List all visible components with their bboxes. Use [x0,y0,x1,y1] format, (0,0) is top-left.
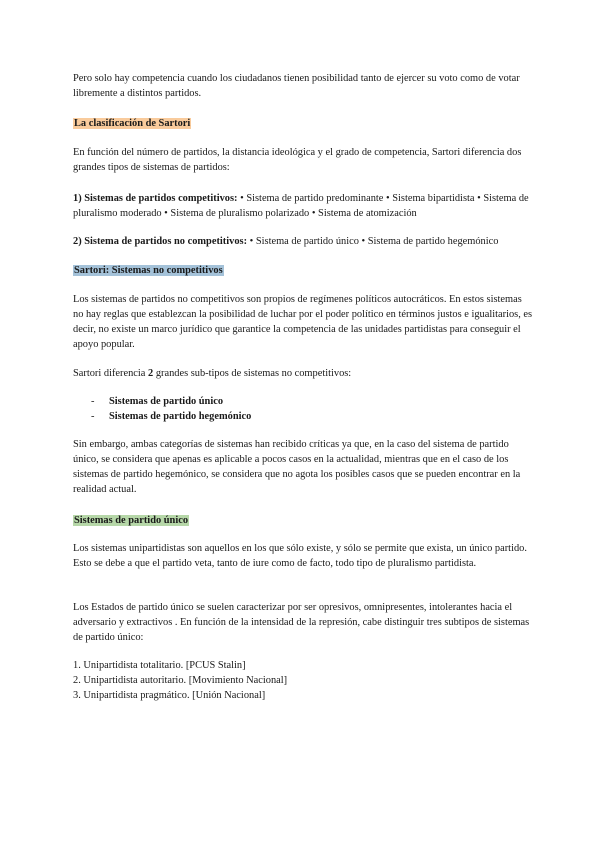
paragraph-tipos-sistemas: En función del número de partidos, la distancia ideológica y el grado de competencia, Sartori diferencia dos grandes tipos de sistemas de partidos: [73,147,522,173]
list-item [73,409,533,424]
list-item: 1. Unipartidista totalitario. [PCUS Stalin] [73,660,246,671]
heading-clasificacion-sartori [73,116,533,131]
list-item [73,394,533,409]
subtypes-list [73,394,533,424]
competitive-systems-paragraph [73,191,533,221]
list-item: 2. Unipartidista autoritario. [Movimiento Nacional] [73,675,288,686]
list-item-text: Sistemas de partido único [109,396,224,407]
paragraph-subtipos-intro [73,366,533,381]
heading-text: Sistemas de partido único [74,515,189,526]
competitive-label: 1) Sistemas de partidos competitivos: [73,193,238,204]
paragraph-no-competitivos: Los sistemas de partidos no competitivos son propios de regímenes políticos autocráticos. En estos sistemas no hay reglas que establezcan la posibilidad de luchar por el poder político en términos justos e igualitarios, es decir, no existe un marco jurídico que garantice la competencia de las unidades partidistas para conseguir el apoyo popular. [73,294,533,350]
intro-paragraph: Pero solo hay competencia cuando los ciudadanos tienen posibilidad tanto de ejercer su voto como de votar libremente a distintos partidos. [73,73,520,99]
paragraph-estados-partido-unico: Los Estados de partido único se suelen caracterizar por ser opresivos, omnipresentes, intolerantes hacia el adversario y extractivos . En función de la intensidad de la represión, cabe distinguir tres subtipos de sistemas de partido único: [73,602,530,643]
number-bold: 2 [148,368,154,379]
heading-text: Sartori: Sistemas no competitivos [74,265,223,276]
noncompetitive-label: 2) Sistema de partidos no competitivos: [73,236,248,247]
paragraph-criticas: Sin embargo, ambas categorías de sistemas han recibido críticas ya que, en la caso del sistema de partido único, se considera que apenas es aplicable a pocos casos en la actualidad, mientras que en el caso de los sistemas de partido hegemónico, se considera que no agota los posibles casos que se pueden encontrar en la realidad actual. [73,439,521,495]
noncompetitive-list: • Sistema de partido único • Sistema de partido hegemónico [247,236,499,247]
paragraph-unipartidistas: Los sistemas unipartidistas son aquellos en los que sólo existe, y sólo se permite que exista, un único partido. Esto se debe a que el partido veta, tanto de iure como de facto, todo tipo de pluralismo partidista. [73,543,527,569]
competitive-list: • Sistema de partido predominante • Sistema bipartidista • Sistema de pluralismo moderado • Sistema de pluralismo polarizado • Sistema de atomización [73,193,529,219]
list-item-text: Sistemas de partido hegemónico [109,411,252,422]
heading-sistemas-no-competitivos [73,263,533,278]
heading-partido-unico [73,513,533,528]
text-fragment: Sartori diferencia [73,368,149,379]
subtypes-numbered-list [73,658,533,703]
list-item: 3. Unipartidista pragmático. [Unión Nacional] [73,690,266,701]
noncompetitive-systems-paragraph [73,234,533,249]
heading-text: La clasificación de Sartori [74,118,191,129]
text-fragment: grandes sub-tipos de sistemas no competitivos: [153,368,352,379]
